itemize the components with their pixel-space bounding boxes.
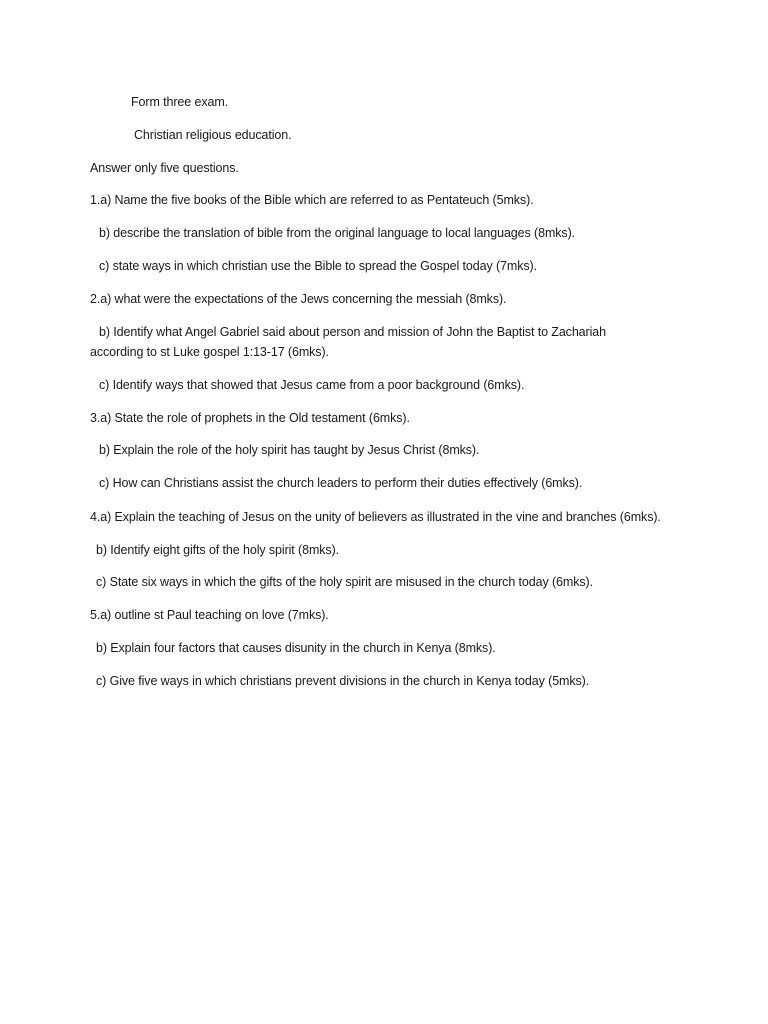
question-5a: 5.a) outline st Paul teaching on love (7mks). (90, 608, 329, 622)
question-2b: b) Identify what Angel Gabriel said about person and mission of John the Baptist to Zachariah according to st Luke gospel 1:13-17 (6mks). (90, 325, 606, 359)
question-1c: c) state ways in which christian use the Bible to spread the Gospel today (7mks). (99, 259, 537, 273)
question-2a: 2.a) what were the expectations of the Jews concerning the messiah (8mks). (90, 292, 507, 306)
exam-title: Form three exam. (131, 95, 229, 109)
question-3b: b) Explain the role of the holy spirit has taught by Jesus Christ (8mks). (99, 443, 480, 457)
question-5c: c) Give five ways in which christians prevent divisions in the church in Kenya today (5mks). (96, 674, 590, 688)
question-4b: b) Identify eight gifts of the holy spirit (8mks). (96, 543, 340, 557)
exam-instructions: Answer only five questions. (90, 161, 239, 175)
question-4c: c) State six ways in which the gifts of the holy spirit are misused in the church today (6mks). (96, 575, 593, 589)
question-4a: 4.a) Explain the teaching of Jesus on the unity of believers as illustrated in the vine and branches (6mks). (90, 510, 661, 524)
question-3c: c) How can Christians assist the church leaders to perform their duties effectively (6mks). (99, 476, 583, 490)
exam-subject: Christian religious education. (134, 128, 292, 142)
question-2c: c) Identify ways that showed that Jesus came from a poor background (6mks). (99, 378, 525, 392)
question-5b: b) Explain four factors that causes disunity in the church in Kenya (8mks). (96, 641, 496, 655)
question-3a: 3.a) State the role of prophets in the Old testament (6mks). (90, 411, 410, 425)
question-1b: b) describe the translation of bible from the original language to local languages (8mks). (99, 226, 575, 240)
question-1a: 1.a) Name the five books of the Bible which are referred to as Pentateuch (5mks). (90, 193, 534, 207)
